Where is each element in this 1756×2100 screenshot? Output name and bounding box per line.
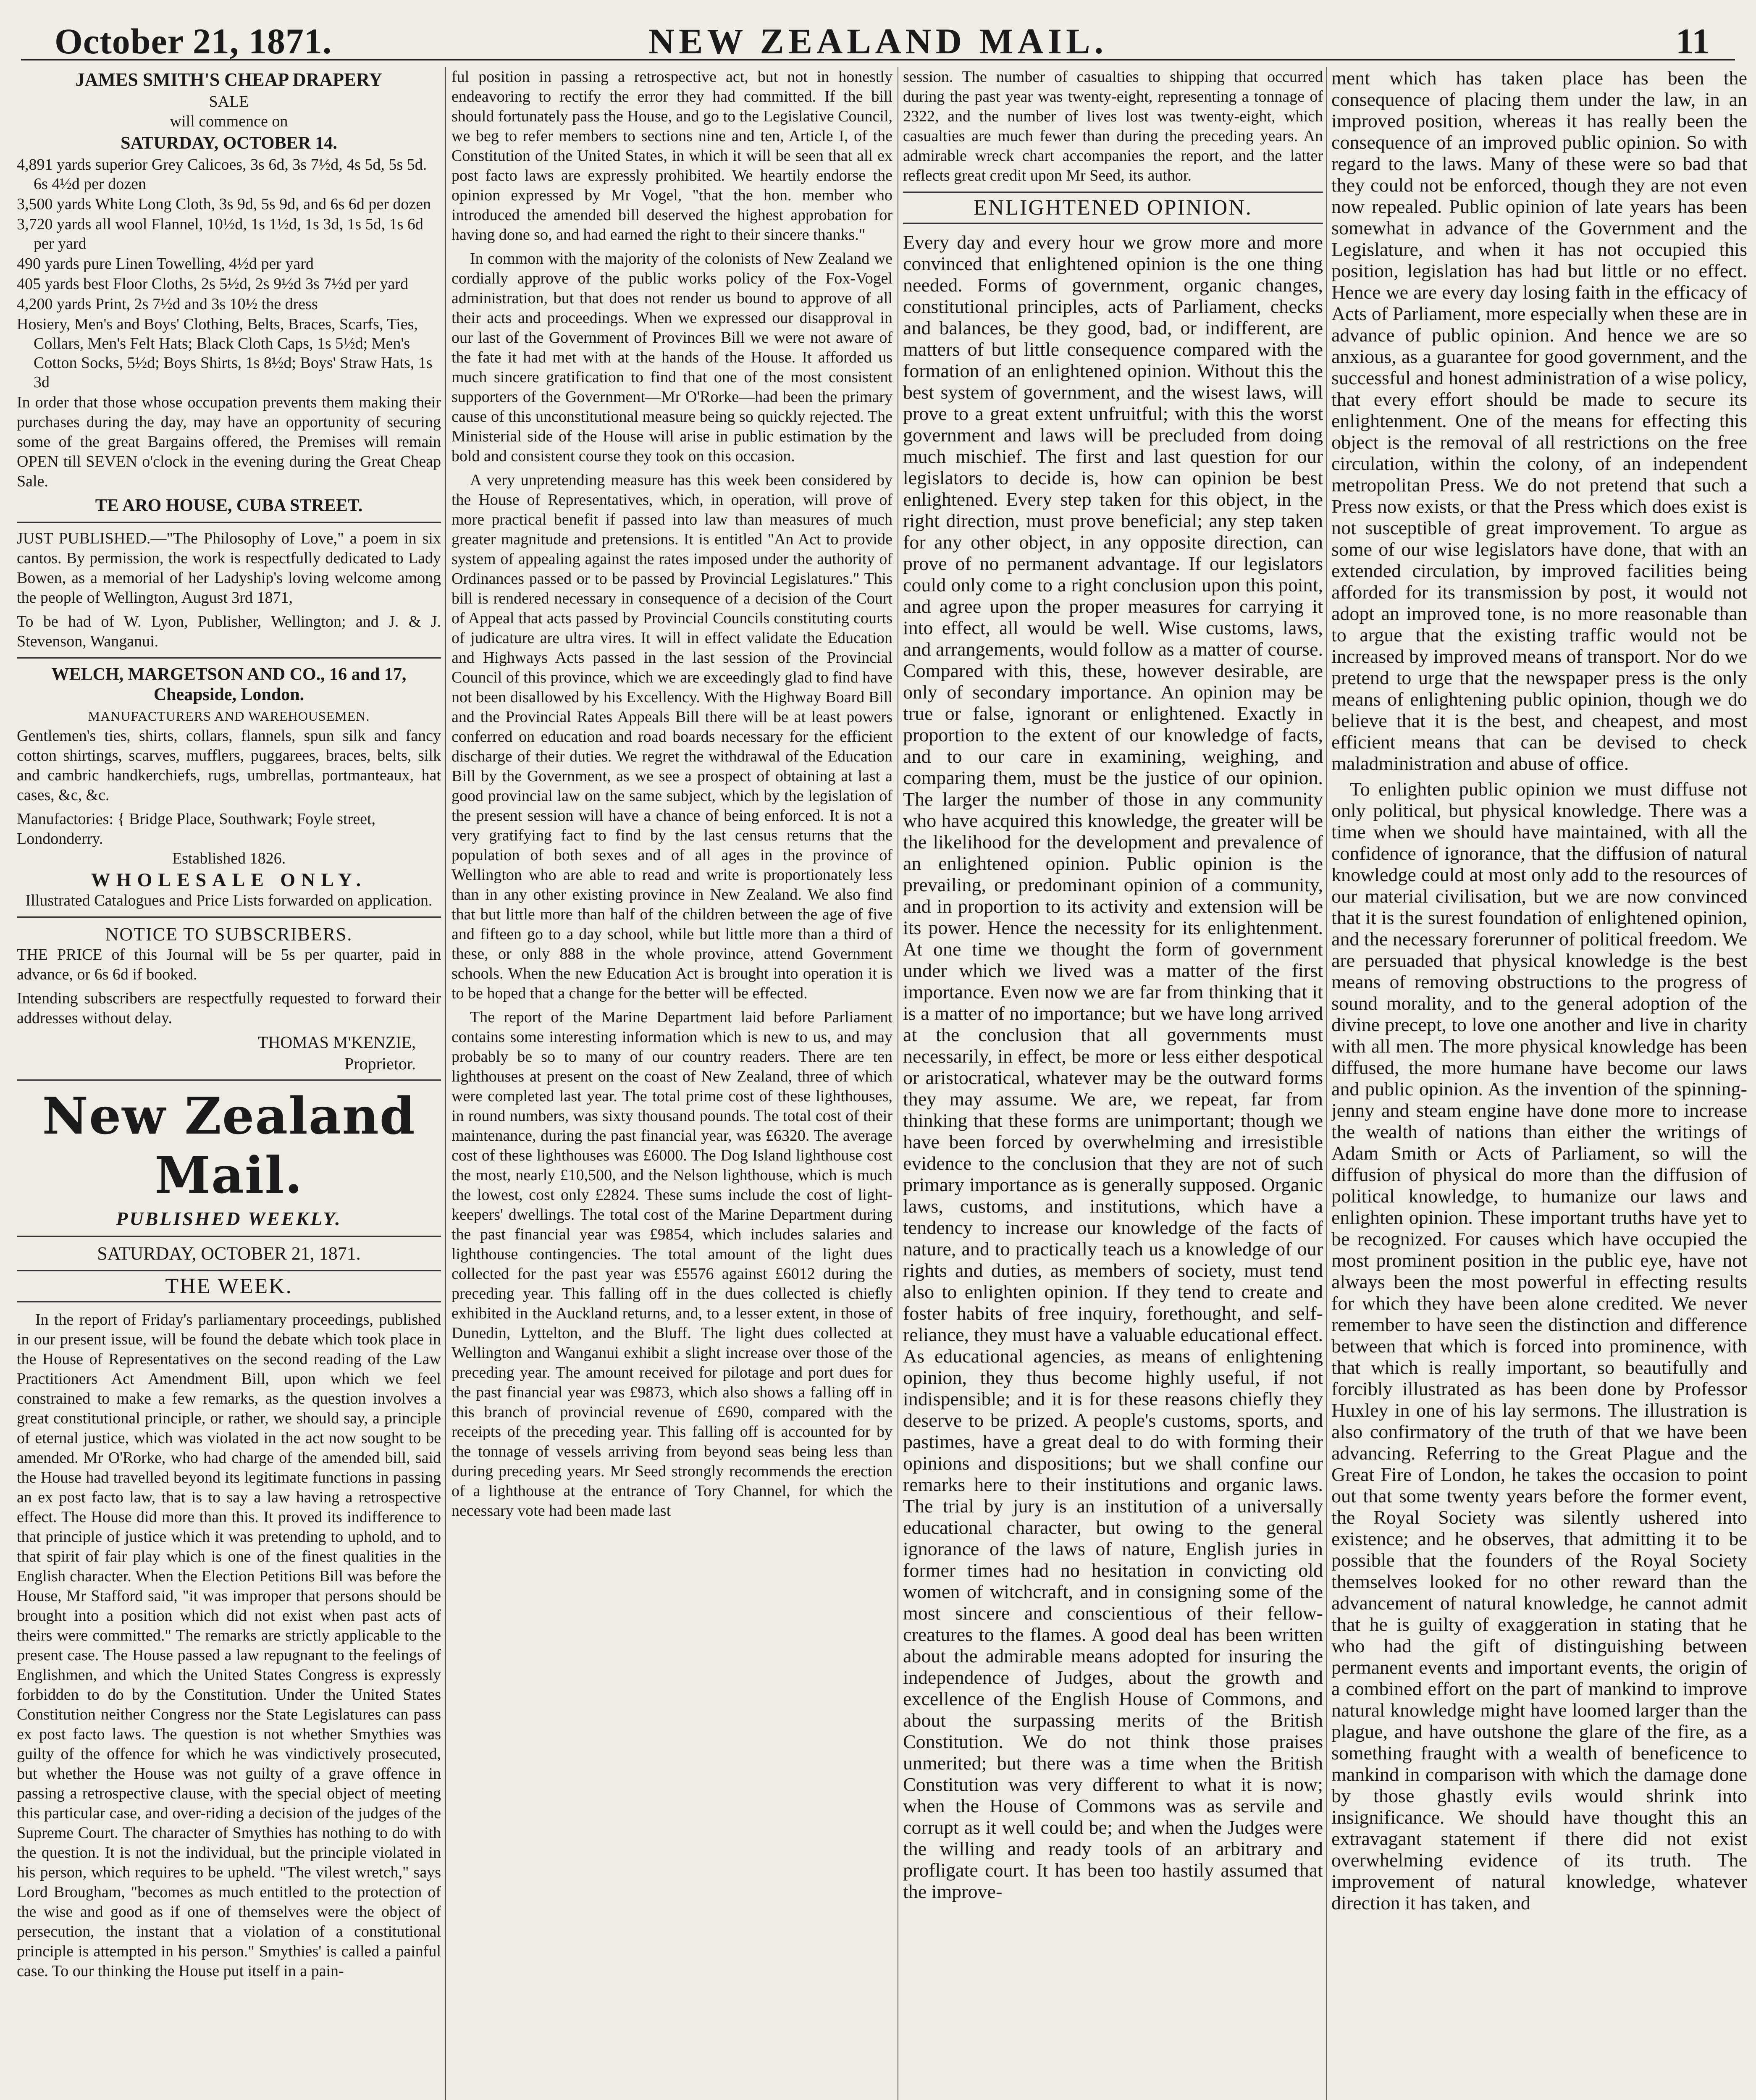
advert-commence: will commence on (170, 113, 288, 130)
book-advert (17, 529, 441, 651)
divider (17, 657, 441, 659)
nameplate-title: New Zealand Mail. (42, 1087, 416, 1205)
column-1 (17, 67, 441, 2100)
notice-title: NOTICE TO SUBSCRIBERS. (105, 924, 353, 945)
notice-role: Proprietor. (344, 1054, 416, 1073)
list-item: Hosiery, Men's and Boys' Clothing, Belts, Braces, Scarfs, Ties, Collars, Men's Felt Hats; Black Cloth Caps, 1s 5½d; Men's Cotton Socks, 5½d; Boys Shirts, 1s 8½d; Boys' Straw Hats, 1s 3d (17, 315, 433, 391)
section-heading: THE WEEK. (17, 1270, 441, 1302)
article-paragraph: session. The number of casualties to shipping that occurred during the past year was twenty-eight, representing a tonnage of 2322, and the number of lives lost was twenty-eight, which casualties are much fewer than during the preceding years. An admirable wreck chart accompanies the report, and the latter reflects great credit upon Mr Seed, its author. (903, 68, 1323, 184)
advert-text: JUST PUBLISHED.—"The Philosophy of Love," a poem in six cantos. By permission, the work is respectfully dedicated to Lady Bowen, as a memorial of her Ladyship's loving welcome among the people of Wellington, August 3rd 1871, (17, 530, 441, 606)
masthead: NEW ZEALAND MAIL. (648, 21, 1108, 61)
article-paragraph: In common with the majority of the colonists of New Zealand we cordially approve of the public works policy of the Fox-Vogel administration, but that does not render us bound to approve of all their acts and proceedings. When we expressed our disapproval in our last of the Government of Provinces Bill we were not aware of the fate it had met with at the hands of the House. It afforded us much sincere gratification to find that one of the most consistent supporters of the Government—Mr O'Rorke—had been the primary cause of this unconstitutional measure being so quickly rejected. The Ministerial side of the House will arise in public estimation by the bold and consistent course they took on this occasion. (451, 250, 892, 465)
list-item: 3,720 yards all wool Flannel, 10½d, 1s 1½d, 1s 3d, 1s 5d, 1s 6d per yard (17, 215, 423, 252)
list-item: 490 yards pure Linen Towelling, 4½d per yard (17, 255, 314, 273)
advert-subtitle: SALE (209, 93, 249, 110)
advert-address: TE ARO HOUSE, CUBA STREET. (95, 496, 363, 515)
advert-manufactories: Manufactories: { Bridge Place, Southwark; Foyle street, Londonderry. (17, 810, 376, 848)
list-item: 405 yards best Floor Cloths, 2s 5½d, 2s 9½d 3s 7½d per yard (17, 275, 409, 293)
advert-established: Established 1826. (172, 850, 286, 867)
nameplate-date: SATURDAY, OCTOBER 21, 1871. (97, 1243, 361, 1264)
list-item: 4,891 yards superior Grey Calicoes, 3s 6d, 3s 7½d, 4s 5d, 5s 5d. 6s 4½d per dozen (17, 156, 427, 193)
column-3 (903, 67, 1323, 2100)
article-paragraph: A very unpretending measure has this week been considered by the House of Representatives, which, in operation, will prove of more practical benefit if passed into law than measures of much greater magnitude and pretensions. It is entitled "An Act to provide system of appealing against the rates imposed under the authority of Ordinances passed or to be passed by Provincial Legislatures." This bill is rendered necessary in consequence of a decision of the Court of Appeal that acts passed by Provincial Councils constituting courts of judicature are ultra vires. It will in effect validate the Education and Highways Acts passed in the last session of the Provincial Council of this province, which we are exceedingly glad to find have not been disallowed by his Excellency. With the Highway Board Bill and the Provincial Rates Appeals Bill there will be at least powers conferred on education and road boards necessary for the efficient discharge of their duties. We regret the withdrawal of the Education Bill by the Government, as we see a prospect of obtaining at last a good provincial law on the same subject, which by the legislation of the present session will have a chance of being enforced. It is not a very gratifying fact to find by the last census returns that the population of both sexes and of all ages in the province of Wellington who are able to read and write is proportionately less than in any other existing province in New Zealand. We also find that but little more than half of the children between the age of five and fifteen go to a day school, while but little more than a third of these, or only 888 in the whole province, attend Government schools. When the new Education Act is brought into operation it is to be hoped that a change for the better will be effected. (451, 471, 892, 1002)
advert-title: JAMES SMITH'S CHEAP DRAPERY (75, 69, 383, 90)
advert-note: In order that those whose occupation prevents them making their purchases during the day, may have an opportunity of securing some of the great Bargains offered, the Premises will remain OPEN till SEVEN o'clock in the evening during the Great Cheap Sale. (17, 394, 441, 490)
column-rule (445, 67, 446, 2100)
column-rule (1326, 67, 1327, 2100)
advert-date: SATURDAY, OCTOBER 14. (121, 134, 337, 153)
article-paragraph: The report of the Marine Department laid before Parliament contains some interesting information which is new to us, and may probably be so to many of our country readers. There are ten lighthouses at present on the coast of New Zealand, three of which were completed last year. The total prime cost of these lighthouses, in round numbers, was sixty thousand pounds. The total cost of their maintenance, during the past financial year, was £6320. The average cost of these lighthouses was £6000. The Dog Island lighthouse cost the most, nearly £10,500, and the Nelson lighthouse, which is much the lowest, cost only £2824. These sums include the cost of light-keepers' dwellings. The total cost of the Marine Department during the past financial year was £9854, which includes salaries and lighthouse contingencies. The total amount of the light dues collected for the past year was £5576 against £6012 during the preceding year. This falling off in the dues collected is chiefly exhibited in the Auckland returns, and, to a lesser extent, in those of Dunedin, Lyttelton, and the Bluff. The light dues collected at Wellington and Wanganui exhibit a slight increase over those of the preceding year. The amount received for pilotage and port dues for the past financial year was £9873, which also shows a falling off in this branch of provincial revenue of £690, compared with the receipts of the preceding year. This falling off is accounted for by the tonnage of vessels arriving from beyond seas being less than during preceding years. Mr Seed strongly recommends the erection of a lighthouse at the entrance of Tory Channel, for which the necessary vote had been made last (451, 1008, 892, 1520)
column-4 (1331, 67, 1747, 2100)
drapery-advert (17, 69, 441, 516)
editorial-paragraph: Every day and every hour we grow more and more convinced that enlightened opinion is the one thing needed. Forms of government, organic changes, constitutional principles, acts of Parliament, checks and balances, be they good, bad, or indifferent, are matters of but little consequence compared with the formation of an enlightened opinion. Without this the best system of government, and the wisest laws, will prove to a great extent unfruitful; with this the worst government and laws will be precluded from doing much mischief. The first and last question for our legislators to decide is, how can opinion be best enlightened. Every step taken for this object, in the right direction, must prove beneficial; any step taken for any other object, in any opposite direction, can prove of no permanent advantage. If our legislators could only come to a right conclusion upon this point, and agree upon the proper measures for carrying it into effect, all would be well. Wise customs, laws, and arrangements, would follow as a matter of course. Compared with this, these, however desirable, are only of secondary importance. An opinion may be true or false, ignorant or enlightened. Exactly in proportion to the extent of our knowledge of facts, and to our care in examining, weighing, and comparing them, must be the justice of our opinion. The larger the number of those in any community who have acquired this knowledge, the greater will be the likelihood for the development and prevalence of an enlightened opinion. Public opinion is the prevailing, or predominant opinion of a community, and in proportion to its activity and extension will be its power. Hence the necessity for its enlightenment. At one time we thought the form of government under which we lived was a matter of the first importance. Even now we are far from thinking that it is a matter of no importance; but we have long arrived at the conclusion that all governments must necessarily, in effect, be more or less either despotical or aristocratical, whatever may be the outward forms they may assume. We are, we repeat, far from thinking that these forms are unimportant; though we have been forced by overwhelming and irresistible evidence to the conclusion that they are not of such primary importance as is generally supposed. Organic laws, customs, and institutions, which have a tendency to increase our knowledge of the facts of nature, and to practically teach us a knowledge of our rights and duties, as members of society, must tend also to enlighten opinion. If they tend to create and foster habits of free inquiry, forethought, and self-reliance, they must have a valuable educational effect. As educational agencies, as means of enlightening opinion, they thus become highly useful, if not indispensible; and it is for these reasons chiefly they deserve to be prized. A people's customs, sports, and pastimes, have a great deal to do with forming their opinions and dispositions; but we shall confine our remarks here to their institutions and organic laws. The trial by jury is an institution of a universally educational character, but owing to the general ignorance of the laws of nature, English juries in former times had no hesitation in convicting old women of witchcraft, and in consigning some of the most sincere and conscientious of their fellow-creatures to the flames. A good deal has been written about the admirable means adopted for insuring the independence of Judges, about the growth and excellence of the English House of Commons, and about the surpassing merits of the British Constitution. We do not think those praises unmerited; but there was a time when the British Constitution was very different to what it is now; when the House of Commons was as servile and corrupt as it well could be; and when the Judges were the willing and ready tools of an arbitrary and profligate court. It has been too hastily assumed that the improve- (903, 231, 1323, 1902)
welch-advert (17, 664, 441, 911)
notice-text: Intending subscribers are respectfully requested to forward their addresses without delay. (17, 990, 441, 1027)
advert-title: WELCH, MARGETSON AND CO., 16 and 17, Cheapside, London. (51, 665, 407, 704)
article-paragraph: In the report of Friday's parliamentary proceedings, published in our present issue, will be found the debate which took place in the House of Representatives on the second reading of the Law Practitioners Act Amendment Bill, upon which we feel constrained to make a few remarks, as the question involves a great constitutional principle, or rather, we should say, a principle of eternal justice, which was violated in the act now sought to be amended. Mr O'Rorke, who had charge of the amended bill, said the House had travelled beyond its legitimate functions in passing an ex post facto law, that is to say a law having a retrospective effect. The House did more than this. It proved its indifference to that principle of justice which it was pretending to uphold, and to that spirit of fair play which is one of the finest qualities in the English character. When the Election Petitions Bill was before the House, Mr Stafford said, "it was improper that persons should be brought into a position which did not exist when past acts of theirs were committed." The remarks are strictly applicable to the present case. The House passed a law repugnant to the feelings of Englishmen, and which the United States Congress is expressly forbidden to do by the Constitution. Under the United States Constitution neither Congress nor the State Legislatures can pass ex post facto laws. The question is not whether Smythies was guilty of the offence for which he was vindictively prosecuted, but whether the House was not guilty of a grave offence in passing a retrospective clause, with the special object of meeting this particular case, and over-riding a decision of the judges of the Supreme Court. The character of Smythies has nothing to do with the question. It is not the individual, but the principle violated in his person, which requires to be upheld. "The vilest wretch," says Lord Brougham, "becomes as much entitled to the protection of the wise and good as if one of themselves were the object of persecution, the instant that a violation of a constitutional principle is attempted in his person." Smythies' is called a painful case. To our thinking the House put itself in a pain- (17, 1311, 441, 1980)
advert-agent: To be had of W. Lyon, Publisher, Wellington; and J. & J. Stevenson, Wanganui. (17, 613, 441, 650)
page-number: 11 (1675, 21, 1710, 61)
editorial-paragraph: ment which has taken place has been the consequence of placing them under the law, in an improved position, whereas it has really been the consequence of an improved public opinion. So with regard to the laws. Many of these were so bad that they could not be enforced, though they are not even now repealed. Public opinion of late years has been somewhat in advance of the Government and the Legislature, and when it has not occupied this position, legislation has had but little or no effect. Hence we are every day losing faith in the efficacy of Acts of Parliament, more especially when these are in advance of public opinion. And hence we are so anxious, as a guarantee for good government, and the successful and honest administration of a wise policy, that every effort should be made to secure its enlightenment. One of the means for effecting this object is the removal of all restrictions on the free circulation, within the colony, of an independent metropolitan Press. We do not pretend that such a Press now exists, or that the Press which does exist is not susceptible of great improvement. To argue as some of our wise legislators have done, that with an extended circulation, by improved facilities being afforded for its transmission by post, it would not adopt an improved tone, is no more reasonable than to argue that the existing traffic would not be increased by improved means of transport. Nor do we pretend to urge that the newspaper press is the only means of enlightening public opinion, though we do believe that it is the best, and cheapest, and most efficient means that can be devised to check maladministration and abuse of office. (1331, 67, 1747, 774)
list-item: 3,500 yards White Long Cloth, 3s 9d, 5s 9d, and 6s 6d per dozen (17, 195, 431, 213)
editorial-paragraph: To enlighten public opinion we must diffuse not only political, but physical knowledge. There was a time when we should have maintained, with all the confidence of ignorance, that the diffusion of natural knowledge could at most only add to the resources of our material civilisation, but we are now convinced that it is the surest foundation of enlightened opinion, and the necessary forerunner of political freedom. We are persuaded that physical knowledge is the best means of removing obstructions to the progress of sound morality, and to the general adoption of the divine precept, to love one another and live in charity with all men. The more physical knowledge has been diffused, the more humane have become our laws and public opinion. As the invention of the spinning-jenny and steam engine have done more to increase the wealth of nations than either the writings of Adam Smith or Acts of Parliament, so will the diffusion of physical do more than the diffusion of political knowledge, to humanize our laws and enlighten opinion. These important truths have yet to be recognized. For causes which have occupied the most prominent position in the public eye, have not always been the most powerful in effecting results for which they have been alone credited. We never remember to have seen the distinction and difference between that which is forced into prominence, with that which is really important, so beautifully and forcibly illustrated as has been done by Professor Huxley in one of his lay sermons. The illustration is also confirmatory of the truth of that we have been advancing. Referring to the Great Plague and the Great Fire of London, he takes the occasion to point out that some twenty years before the former event, the Royal Society was silently ushered into existence; and he observes, that admitting it to be possible that the founders of the Royal Society themselves looked for no other reward than the advancement of natural knowledge, he cannot admit that he is guilty of exaggeration in stating that he who had the gift of distinguishing between permanent events and important events, the origin of a combined effort on the part of mankind to improve natural knowledge might have loomed larger than the plague, and have outshone the glare of the fire, as a something fraught with a wealth of beneficence to mankind in comparison with which the damage done by those ghastly evils would shrink into insignificance. We should have thought this an extravagant statement if there did not exist overwhelming evidence of its truth. The improvement of natural knowledge, whatever direction it has taken, and (1331, 778, 1747, 1914)
nameplate-frequency: PUBLISHED WEEKLY. (116, 1208, 342, 1229)
list-item: 4,200 yards Print, 2s 7½d and 3s 10½ the dress (17, 295, 318, 313)
subscriber-notice (17, 924, 441, 1074)
advert-subtitle: MANUFACTURERS AND WAREHOUSEMEN. (88, 709, 370, 724)
notice-signature: THOMAS M'KENZIE, (257, 1033, 416, 1052)
divider (17, 1236, 441, 1237)
header-date: October 21, 1871. (55, 21, 332, 61)
divider (17, 1079, 441, 1081)
article-paragraph: ful position in passing a retrospective act, but not in honestly endeavoring to rectify the error they had committed. If the bill should fortunately pass the House, and go to the Legislative Council, we beg to refer members to sections nine and ten, Article I, of the Constitution of the United States, in which it will be seen that all ex post facto laws are expressly prohibited. We heartily endorse the opinion expressed by Mr Vogel, "that the hon. member who introduced the amended bill deserved the highest approbation for having done so, and had earned the right to their sincere thanks." (451, 68, 892, 244)
divider (17, 522, 441, 523)
notice-text: THE PRICE of this Journal will be 5s per quarter, paid in advance, or 6s 6d if booked. (17, 946, 441, 983)
divider (17, 916, 441, 918)
column-2 (451, 67, 892, 2100)
page-header (21, 13, 1735, 60)
editorial-heading: ENLIGHTENED OPINION. (903, 192, 1323, 224)
advert-wholesale: WHOLESALE ONLY. (91, 869, 367, 890)
advert-text: Gentlemen's ties, shirts, collars, flannels, spun silk and fancy cotton shirtings, scarves, mufflers, puggarees, braces, belts, silk and cambric handkerchiefs, rugs, umbrellas, portmanteaux, hat cases, &c, &c. (17, 727, 441, 804)
advert-catalogues: Illustrated Catalogues and Price Lists forwarded on application. (25, 892, 433, 909)
nameplate (17, 1087, 441, 1264)
